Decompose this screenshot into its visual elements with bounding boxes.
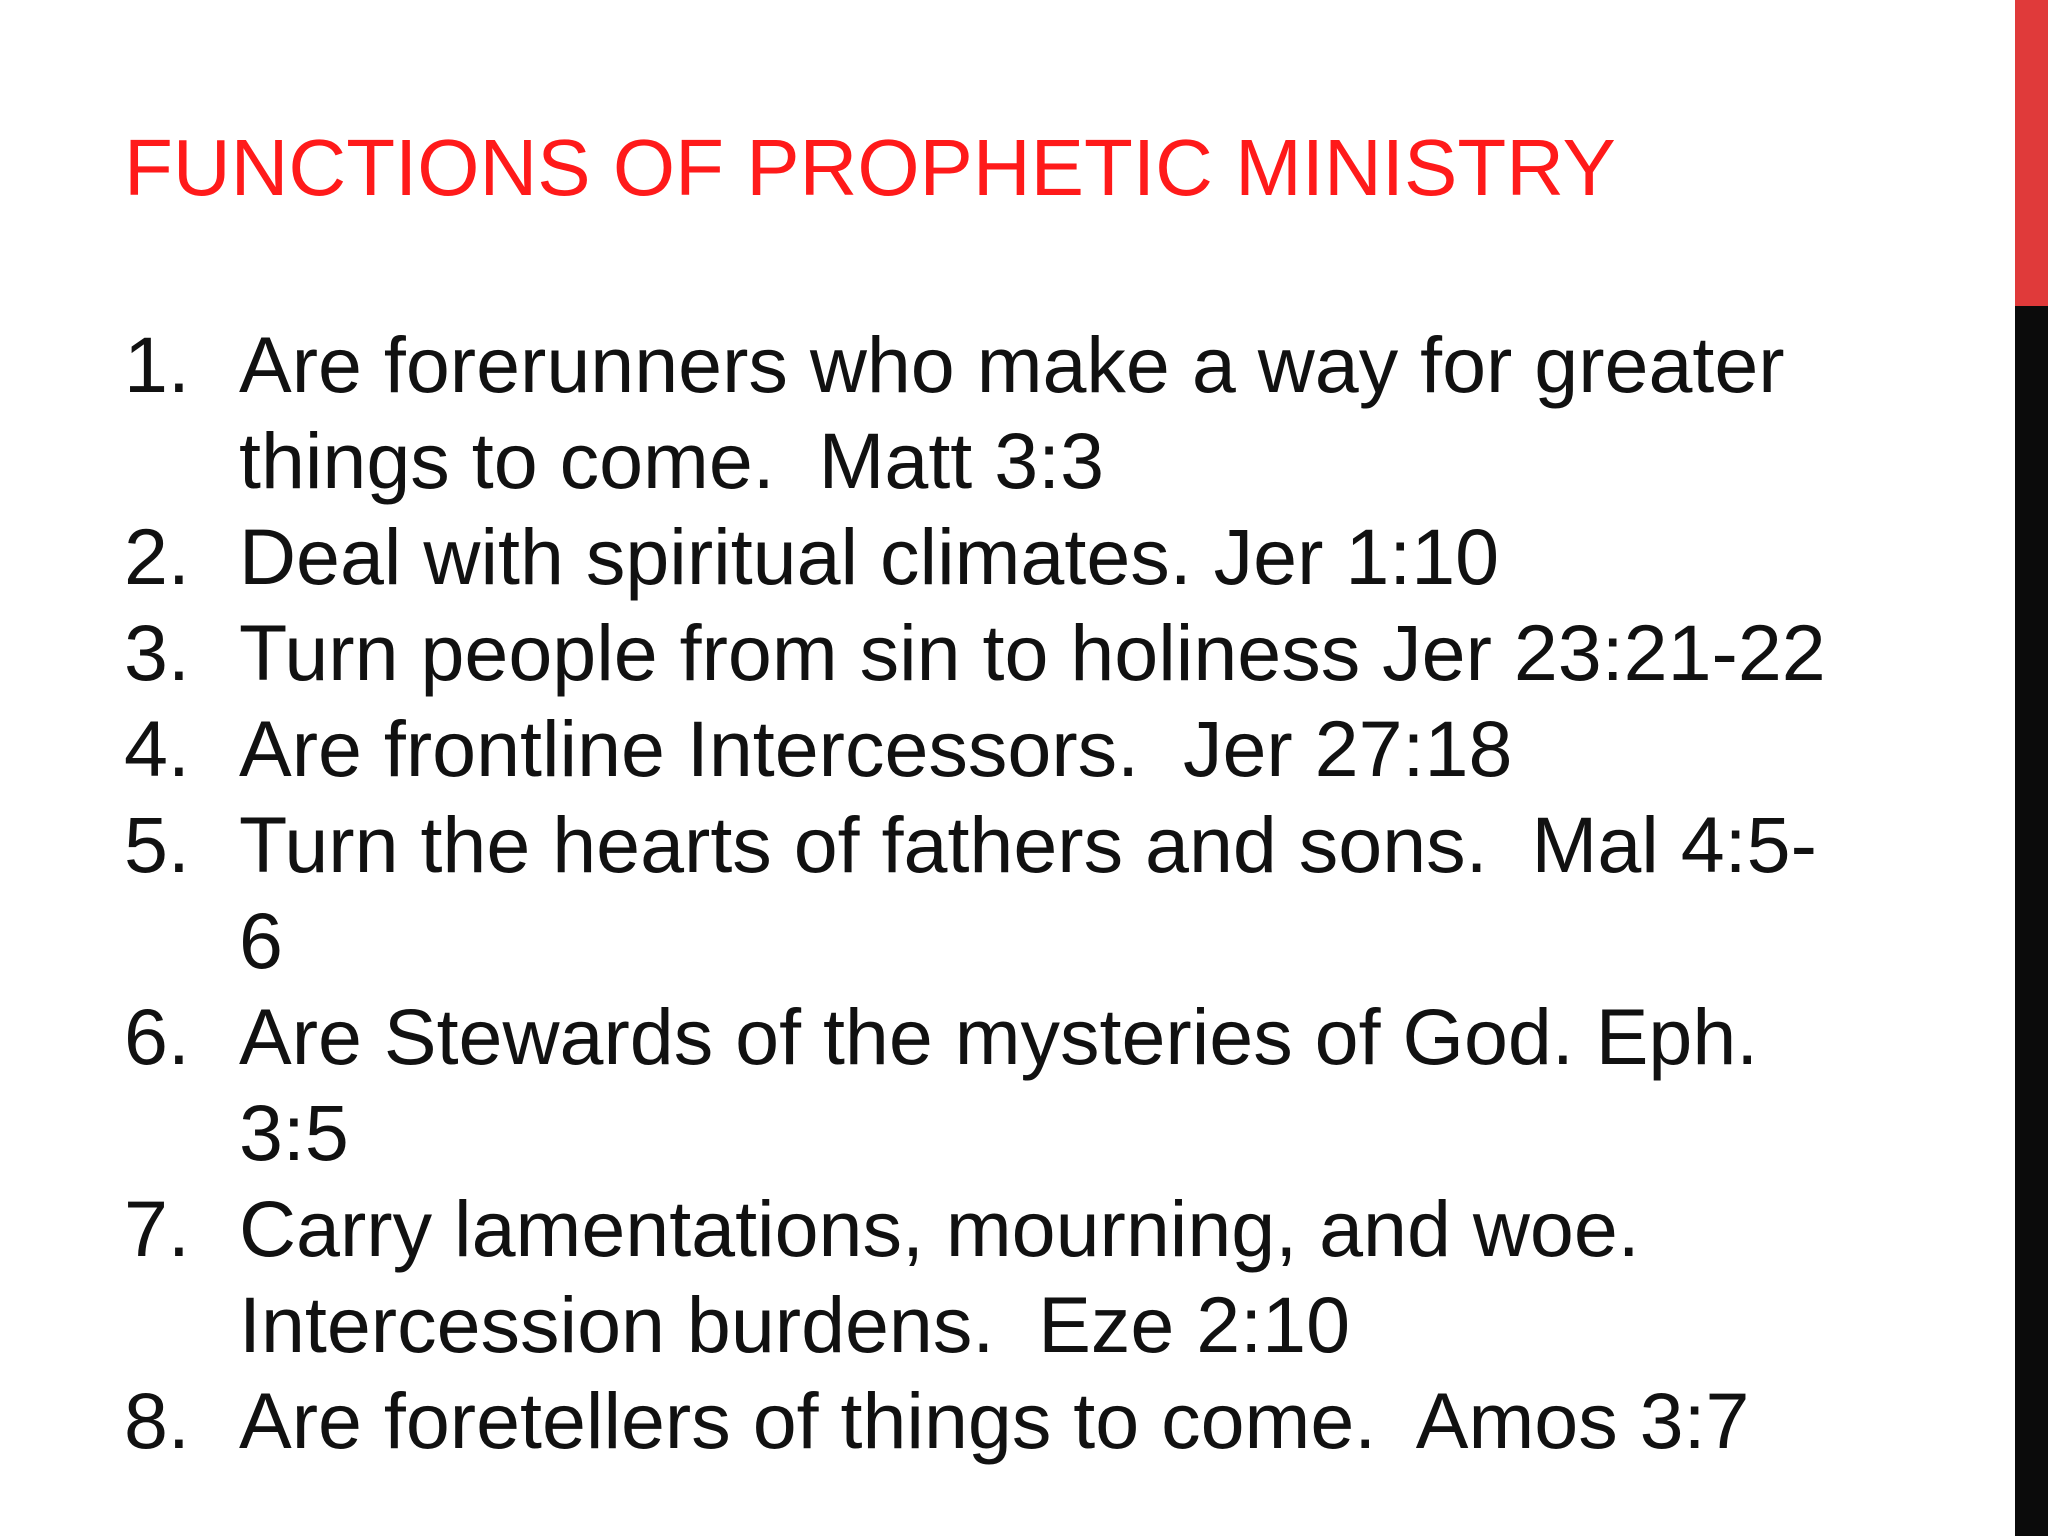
list-item-number: 4.: [124, 704, 190, 793]
list-item: [124, 1181, 1884, 1373]
list-item-line: Turn people from sin to holiness Jer 23:21-22: [239, 608, 1826, 697]
list-item-number: 1.: [124, 320, 190, 409]
list-item-text: [239, 701, 1512, 797]
list-item-line: Are foretellers of things to come. Amos 3:7: [239, 1376, 1750, 1465]
list-item-number: 7.: [124, 1184, 190, 1273]
accent-bar-black: [2015, 306, 2048, 1536]
list-item-text: [239, 1181, 1640, 1373]
list-item-line: Are frontline Intercessors. Jer 27:18: [239, 704, 1513, 793]
list-item-number: 2.: [124, 512, 190, 601]
list-item-number: 6.: [124, 992, 190, 1081]
accent-bar-red: [2015, 0, 2048, 306]
list-item-number: 3.: [124, 608, 190, 697]
list-item: [124, 509, 1884, 605]
list-item-line: Intercession burdens. Eze 2:10: [239, 1280, 1351, 1369]
list-item-line: Carry lamentations, mourning, and woe.: [239, 1184, 1640, 1273]
list-item-text: [239, 317, 1785, 509]
slide-title: FUNCTIONS OF PROPHETIC MINISTRY: [124, 123, 1616, 212]
list-item-line: Turn the hearts of fathers and sons. Mal 4:5-: [239, 800, 1817, 889]
list-item-text: [239, 605, 1826, 701]
list-item: [124, 1373, 1884, 1469]
list-item-text: [239, 1373, 1750, 1469]
list-item-text: [239, 797, 1817, 989]
list-item: [124, 989, 1884, 1181]
list-item-line: Are Stewards of the mysteries of God. Eph.: [239, 992, 1759, 1081]
list-item: [124, 605, 1884, 701]
list-item-number: 5.: [124, 800, 190, 889]
list-item-line: 3:5: [239, 1088, 349, 1177]
list-item: [124, 701, 1884, 797]
list-item-text: [239, 989, 1758, 1181]
list-item-text: [239, 509, 1499, 605]
list-item: [124, 317, 1884, 509]
list-item-line: Are forerunners who make a way for greater: [239, 320, 1785, 409]
list-item-number: 8.: [124, 1376, 190, 1465]
list-item-line: things to come. Matt 3:3: [239, 416, 1105, 505]
numbered-list: [124, 317, 1884, 1469]
list-item-line: Deal with spiritual climates. Jer 1:10: [239, 512, 1500, 601]
list-item: [124, 797, 1884, 989]
list-item-line: 6: [239, 896, 283, 985]
